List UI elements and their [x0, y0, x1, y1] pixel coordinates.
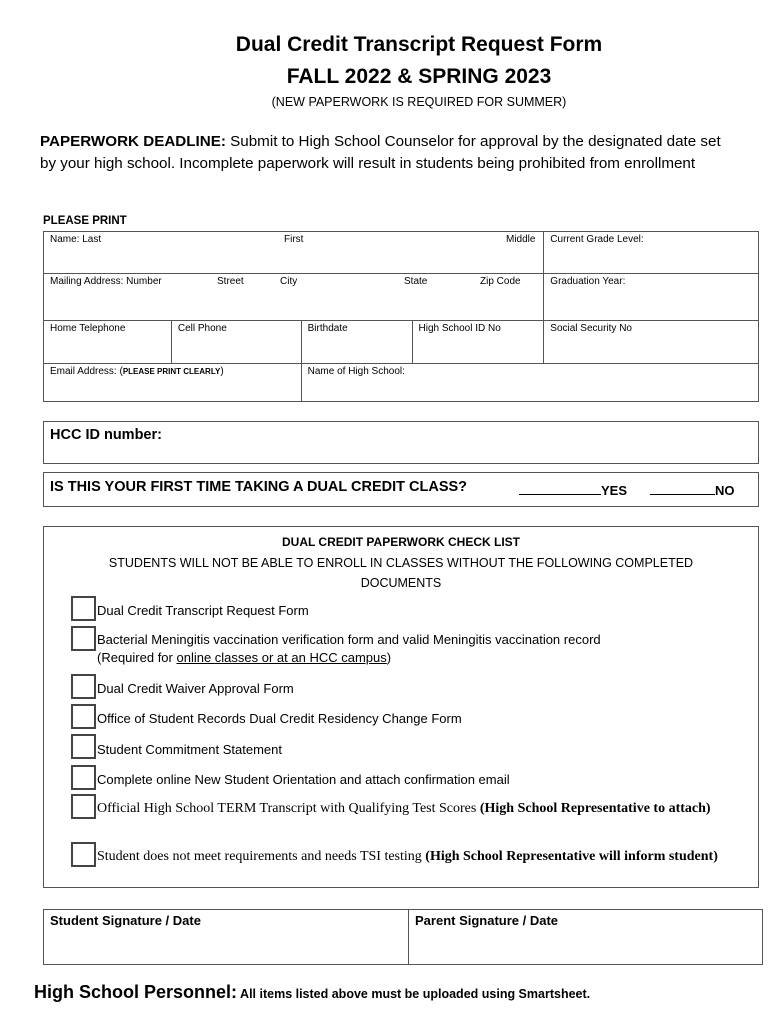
home-telephone-field[interactable]: [44, 321, 172, 364]
checkbox-meningitis[interactable]: [71, 626, 96, 651]
birthdate-field[interactable]: [301, 321, 412, 364]
ssn-label: Social Security No: [550, 323, 632, 334]
yes-blank[interactable]: [519, 481, 601, 495]
mailing-number-label: Mailing Address: Number: [50, 276, 162, 287]
hs-id-field[interactable]: [412, 321, 544, 364]
city-label: City: [280, 276, 298, 287]
checkbox-tsi[interactable]: [71, 842, 96, 867]
item-transcript-request: Dual Credit Transcript Request Form: [97, 603, 309, 618]
no-option[interactable]: [650, 481, 735, 498]
deadline-label: PAPERWORK DEADLINE:: [40, 133, 226, 150]
checkbox-waiver[interactable]: [71, 674, 96, 699]
footer-label: High School Personnel:: [34, 982, 238, 1002]
checklist-title: DUAL CREDIT PAPERWORK CHECK LIST: [281, 535, 520, 549]
graduation-year-field[interactable]: [544, 274, 759, 321]
student-info-table: [43, 231, 759, 402]
mailing-address-field[interactable]: [44, 274, 544, 321]
item-meningitis-line1: Bacterial Meningitis vaccination verification form and valid Meningitis vaccination record: [97, 632, 601, 647]
name-middle-label: Middle: [506, 234, 536, 245]
hcc-id-label: HCC ID number:: [50, 427, 162, 443]
item-tsi: [97, 848, 737, 866]
high-school-name-label: Name of High School:: [307, 366, 405, 377]
item-residency: Office of Student Records Dual Credit Residency Change Form: [97, 711, 462, 726]
student-signature-label: Student Signature / Date: [50, 913, 201, 928]
zip-label: Zip Code: [480, 276, 521, 287]
first-time-question-box: [43, 472, 759, 507]
first-time-question: IS THIS YOUR FIRST TIME TAKING A DUAL CREDIT CLASS?: [50, 479, 468, 495]
email-close: ): [220, 366, 224, 377]
item-hs-transcript-note: (High School Representative to attach): [479, 801, 711, 816]
name-first-label: First: [284, 234, 304, 245]
email-label: Email Address: (: [50, 366, 123, 377]
item-meningitis-pre: (Required for: [97, 650, 177, 665]
summer-note: (NEW PAPERWORK IS REQUIRED FOR SUMMER): [271, 95, 567, 109]
hcc-id-field[interactable]: [43, 421, 759, 464]
graduation-year-label: Graduation Year:: [550, 276, 626, 287]
form-term: FALL 2022 & SPRING 2023: [286, 65, 552, 88]
checkbox-residency[interactable]: [71, 704, 96, 729]
cell-phone-label: Cell Phone: [177, 323, 227, 334]
yes-option[interactable]: [519, 481, 627, 498]
item-hs-transcript: [97, 800, 737, 818]
state-label: State: [404, 276, 428, 287]
ssn-field[interactable]: [544, 321, 759, 364]
checkbox-hs-transcript[interactable]: [71, 794, 96, 819]
footer-note: [34, 982, 590, 1003]
home-telephone-label: Home Telephone: [50, 323, 126, 334]
high-school-name-field[interactable]: [301, 364, 758, 402]
no-blank[interactable]: [650, 481, 715, 495]
name-last-label: Name: Last: [50, 234, 102, 245]
hs-id-label: High School ID No: [418, 323, 501, 334]
paperwork-deadline: [40, 131, 730, 175]
item-commitment: Student Commitment Statement: [97, 742, 282, 757]
paperwork-checklist: [43, 526, 759, 888]
student-signature-field[interactable]: [44, 910, 409, 965]
item-tsi-note: (High School Representative will inform student): [425, 849, 718, 864]
footer-text: All items listed above must be uploaded using Smartsheet.: [237, 987, 591, 1001]
current-grade-label: Current Grade Level:: [550, 234, 644, 245]
deadline-text: Submit to High School Counselor for approval by the designated date set by your high school. Incomplete paperwork will result in students being prohibited from enrollment: [40, 133, 721, 172]
item-waiver: Dual Credit Waiver Approval Form: [97, 681, 294, 696]
item-meningitis-post: ): [386, 650, 392, 665]
item-meningitis: [97, 631, 737, 667]
item-hs-transcript-text: Official High School TERM Transcript with Qualifying Test Scores: [97, 801, 480, 816]
email-field[interactable]: [44, 364, 302, 402]
checklist-subtitle: STUDENTS WILL NOT BE ABLE TO ENROLL IN CLASSES WITHOUT THE FOLLOWING COMPLETED DOCUMENTS: [108, 556, 694, 590]
no-label: NO: [715, 483, 735, 498]
parent-signature-label: Parent Signature / Date: [415, 913, 559, 928]
checkbox-orientation[interactable]: [71, 765, 96, 790]
current-grade-field[interactable]: [544, 232, 759, 274]
item-meningitis-link: online classes or at an HCC campus: [176, 650, 387, 665]
street-label: Street: [217, 276, 244, 287]
checkbox-commitment[interactable]: [71, 734, 96, 759]
signature-table: [43, 909, 763, 965]
email-note: PLEASE PRINT CLEARLY: [122, 367, 221, 376]
parent-signature-field[interactable]: [409, 910, 763, 965]
checkbox-transcript-request[interactable]: [71, 596, 96, 621]
cell-phone-field[interactable]: [171, 321, 301, 364]
form-title: Dual Credit Transcript Request Form: [235, 33, 603, 56]
item-tsi-text: Student does not meet requirements and needs TSI testing: [97, 849, 426, 864]
birthdate-label: Birthdate: [307, 323, 348, 334]
yes-label: YES: [601, 483, 628, 498]
item-orientation: Complete online New Student Orientation and attach confirmation email: [97, 772, 510, 787]
name-field[interactable]: [44, 232, 544, 274]
please-print-label: PLEASE PRINT: [43, 215, 127, 227]
